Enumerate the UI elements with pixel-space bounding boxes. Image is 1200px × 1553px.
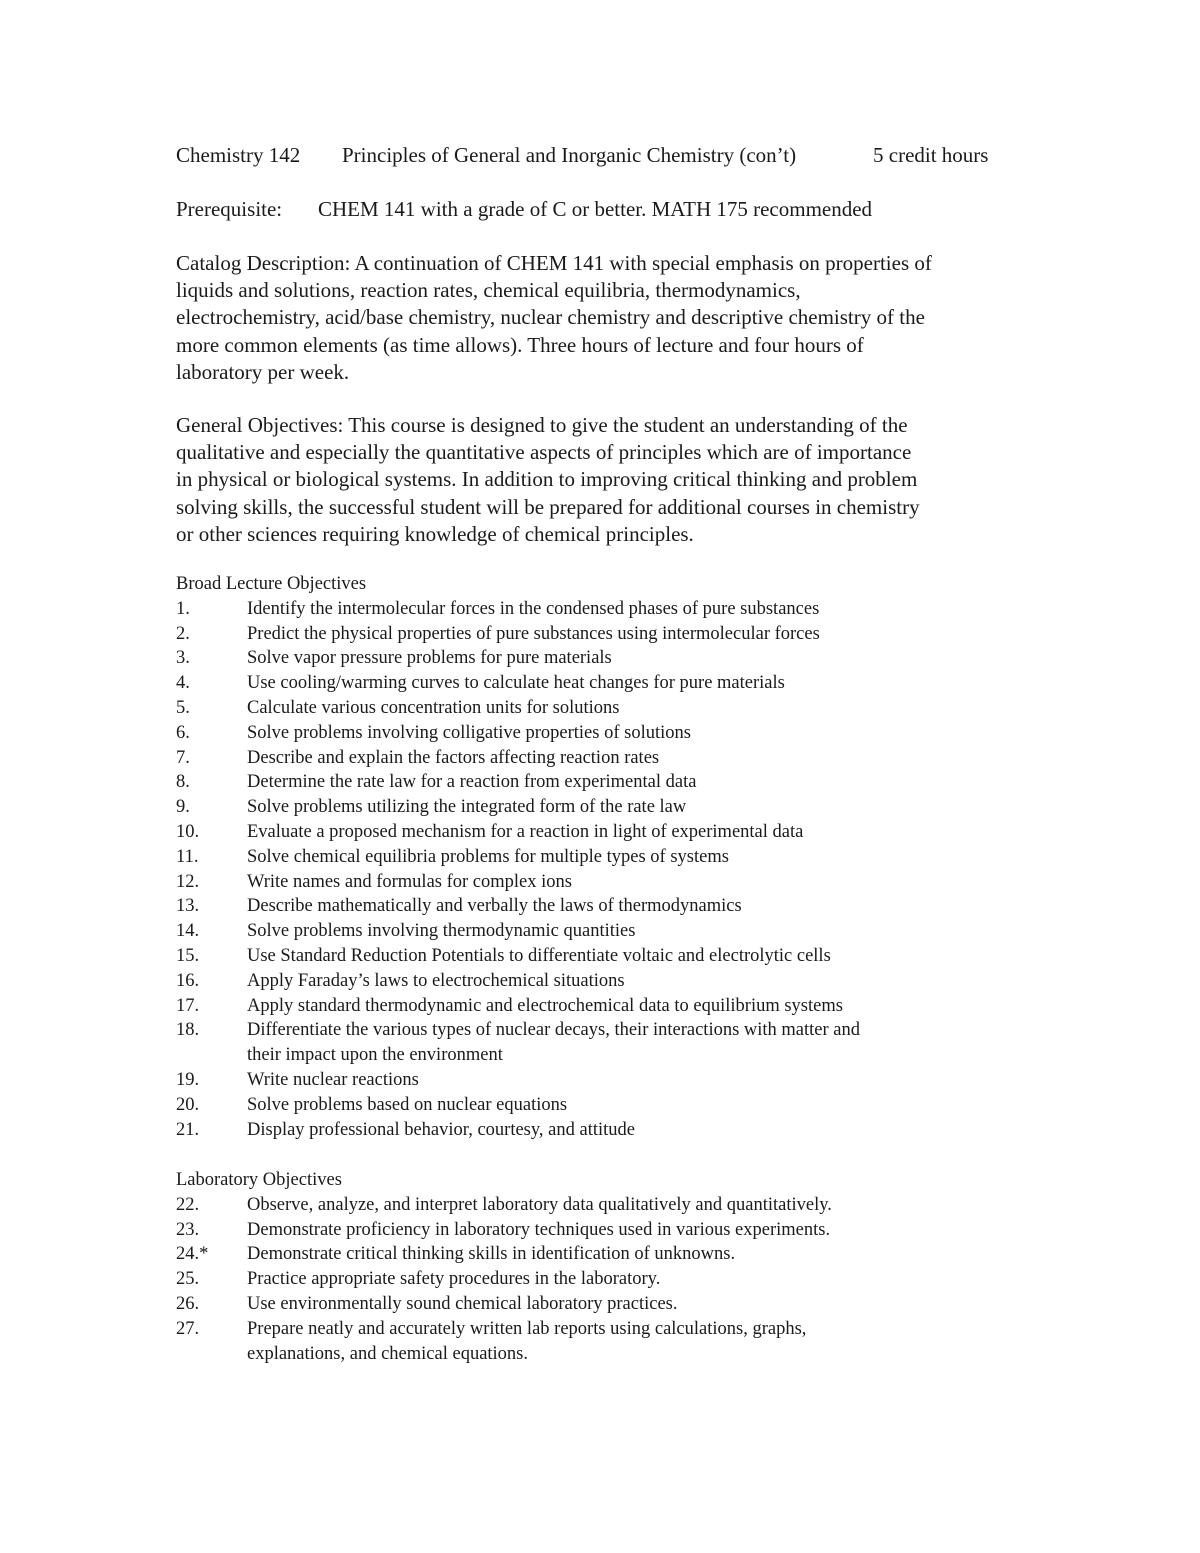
list-item [176,1242,1076,1267]
prerequisite [0,196,1200,224]
item-number: 5. [176,697,190,718]
list-item [176,770,1076,795]
list-item [176,671,1076,696]
list-item [176,969,1076,994]
item-number: 3. [176,648,190,669]
item-text: Calculate various concentration units for solutions [247,697,620,718]
list-item [176,944,1076,969]
laboratory-objectives-heading: Laboratory Objectives [176,1170,342,1190]
item-number: 11. [176,846,199,867]
list-item [176,795,1076,820]
course-header [0,142,1200,170]
item-text: Solve vapor pressure problems for pure materials [247,648,612,669]
list-item [176,1193,1076,1218]
item-number: 24.* [176,1244,209,1265]
list-item [176,1118,1076,1143]
laboratory-objectives [176,1168,1076,1366]
list-item [176,1018,1076,1068]
item-number: 22. [176,1194,200,1215]
item-number: 8. [176,772,190,793]
item-text: Display professional behavior, courtesy, and attitude [247,1119,635,1140]
list-item [176,746,1076,771]
list-item [176,870,1076,895]
item-number: 12. [176,871,200,892]
item-number: 17. [176,995,200,1016]
course-number: Chemistry 142 [176,143,301,167]
item-text: Demonstrate critical thinking skills in identification of unknowns. [247,1244,736,1265]
list-item [176,1317,1076,1367]
item-text: Solve chemical equilibria problems for multiple types of systems [247,846,729,867]
item-text: Solve problems utilizing the integrated form of the rate law [247,797,687,818]
item-text: Apply standard thermodynamic and electrochemical data to equilibrium systems [247,995,843,1016]
catalog-description-line: electrochemistry, acid/base chemistry, nuclear chemistry and descriptive chemistry of the [176,305,925,330]
general-objectives-line: in physical or biological systems. In addition to improving critical thinking and problem [176,467,918,492]
item-number: 2. [176,623,190,644]
item-text: Write nuclear reactions [247,1069,419,1090]
item-text: Use Standard Reduction Potentials to differentiate voltaic and electrolytic cells [247,945,831,966]
list-item [176,597,1076,622]
item-number: 13. [176,896,200,917]
item-number: 27. [176,1318,200,1339]
item-text: Solve problems involving thermodynamic quantities [247,921,636,942]
general-objectives-line: General Objectives: This course is designed to give the student an understanding of the [176,413,908,437]
item-text: Differentiate the various types of nuclear decays, their interactions with matter and their impact upon the environment [247,1020,861,1066]
item-number: 4. [176,673,190,694]
list-item [176,696,1076,721]
list-item [176,1068,1076,1093]
item-text: Predict the physical properties of pure substances using intermolecular forces [247,623,820,644]
item-text: Use environmentally sound chemical laboratory practices. [247,1293,678,1314]
catalog-description-line: Catalog Description: A continuation of CHEM 141 with special emphasis on properties of [176,251,932,275]
list-item [176,1292,1076,1317]
item-text: Evaluate a proposed mechanism for a reaction in light of experimental data [247,821,804,842]
item-text: Practice appropriate safety procedures in the laboratory. [247,1269,661,1290]
list-item [176,845,1076,870]
item-number: 19. [176,1069,200,1090]
item-number: 9. [176,797,190,818]
item-text: Identify the intermolecular forces in the condensed phases of pure substances [247,598,820,619]
lecture-objectives-heading: Broad Lecture Objectives [176,574,367,594]
item-text: Observe, analyze, and interpret laboratory data qualitatively and quantitatively. [247,1194,832,1215]
lecture-objectives [176,572,1076,1142]
prerequisite-text: CHEM 141 with a grade of C or better. MATH 175 recommended [318,197,873,221]
general-objectives-line: solving skills, the successful student will be prepared for additional courses in chemistry [176,494,920,519]
item-text: Solve problems based on nuclear equations [247,1094,568,1115]
catalog-description [176,250,1036,386]
item-number: 23. [176,1219,200,1240]
item-number: 14. [176,921,200,942]
item-text: Prepare neatly and accurately written lab reports using calculations, graphs, explanations, and chemical equations. [247,1318,807,1364]
item-text: Solve problems involving colligative properties of solutions [247,722,691,743]
item-number: 10. [176,821,200,842]
course-title: Principles of General and Inorganic Chemistry (con’t) [342,143,797,167]
item-text: Apply Faraday’s laws to electrochemical situations [247,970,625,991]
item-number: 21. [176,1119,200,1140]
list-item [176,919,1076,944]
item-text: Demonstrate proficiency in laboratory techniques used in various experiments. [247,1219,831,1240]
item-number: 26. [176,1293,200,1314]
item-number: 25. [176,1269,200,1290]
item-text: Use cooling/warming curves to calculate heat changes for pure materials [247,673,785,694]
list-item [176,820,1076,845]
credit-hours: 5 credit hours [873,143,989,167]
item-text: Describe mathematically and verbally the laws of thermodynamics [247,896,742,917]
general-objectives [176,412,1036,548]
catalog-description-line: laboratory per week. [176,359,350,384]
item-number: 6. [176,722,190,743]
item-text: Describe and explain the factors affecting reaction rates [247,747,660,768]
list-item [176,721,1076,746]
item-text: Write names and formulas for complex ions [247,871,572,892]
catalog-description-line: more common elements (as time allows). Three hours of lecture and four hours of [176,332,864,357]
item-number: 18. [176,1020,200,1041]
list-item [176,646,1076,671]
list-item [176,622,1076,647]
list-item [176,994,1076,1019]
list-item [176,1267,1076,1292]
general-objectives-line: or other sciences requiring knowledge of chemical principles. [176,521,694,546]
item-number: 15. [176,945,200,966]
catalog-description-line: liquids and solutions, reaction rates, chemical equilibria, thermodynamics, [176,278,801,303]
item-number: 7. [176,747,190,768]
list-item [176,1218,1076,1243]
item-number: 16. [176,970,200,991]
general-objectives-line: qualitative and especially the quantitative aspects of principles which are of importance [176,440,912,465]
item-number: 1. [176,598,190,619]
list-item [176,1093,1076,1118]
list-item [176,894,1076,919]
prerequisite-label: Prerequisite: [176,197,283,221]
item-number: 20. [176,1094,200,1115]
item-text: Determine the rate law for a reaction from experimental data [247,772,697,793]
